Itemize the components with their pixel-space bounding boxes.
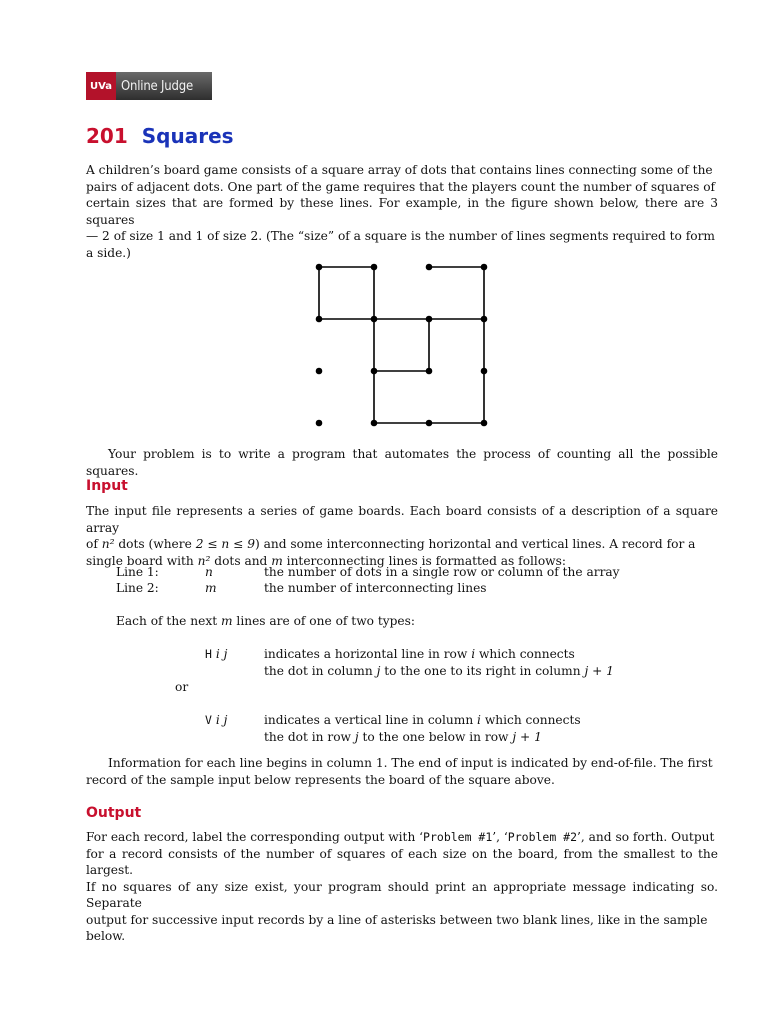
grid-dot (316, 368, 323, 375)
output-line: If no squares of any size exist, your program should print an appropriate message indicating so. Separate (86, 879, 718, 910)
grid-dot (371, 420, 378, 427)
output-line: for a record consists of the number of squares of each size on the board, from the smallest to the largest. (86, 846, 718, 877)
v-desc-line1: indicates a vertical line in column i which connects (264, 713, 581, 727)
input-line: single board with n² dots and m interconnecting lines is formatted as follows: (86, 553, 566, 568)
grid-dot (481, 368, 488, 375)
grid-dot (316, 316, 323, 323)
task-paragraph: Your problem is to write a program that automates the process of counting all the possible squares. (86, 447, 718, 478)
problem-number: 201 (86, 124, 128, 148)
grid-dot (426, 420, 433, 427)
grid-dot (316, 264, 323, 271)
intro-line: a side.) (86, 245, 131, 260)
grid-dot (371, 316, 378, 323)
intro-line: — 2 of size 1 and 1 of size 2. (The “size” of a square is the number of lines segments required to form (86, 229, 715, 243)
line2-label: Line 2: (116, 581, 159, 595)
line2-var: m (205, 581, 217, 595)
grid-dot (316, 420, 323, 427)
grid-dot (481, 420, 488, 427)
input-line: The input file represents a series of game boards. Each board consists of a description of a square array (86, 504, 718, 535)
output-line: For each record, label the corresponding output with ‘Problem #1’, ‘Problem #2’, and so forth. Output (86, 830, 715, 844)
intro-line: pairs of adjacent dots. One part of the game requires that the players count the number of squares of (86, 179, 716, 194)
input-paragraph (86, 503, 718, 569)
grid-dot (481, 264, 488, 271)
grid-dot (426, 264, 433, 271)
h-desc-line2: the dot in column j to the one to its right in column j + 1 (264, 664, 614, 678)
input-line: of n² dots (where 2 ≤ n ≤ 9) and some interconnecting horizontal and vertical lines. A record for a (86, 537, 696, 551)
problem-name: Squares (141, 124, 234, 148)
output-heading: Output (86, 805, 142, 821)
line1-label: Line 1: (116, 565, 159, 579)
v-line-format: V i j (205, 713, 228, 727)
v-desc-line2: the dot in row j to the one below in row j + 1 (264, 730, 542, 744)
grid-dot (426, 316, 433, 323)
grid-dot (371, 368, 378, 375)
info-line: record of the sample input below represents the board of the square above. (86, 772, 555, 787)
line1-desc: the number of dots in a single row or column of the array (264, 565, 620, 579)
intro-line: A children’s board game consists of a square array of dots that contains lines connecting some of the (86, 163, 713, 177)
output-paragraph (86, 829, 718, 945)
input-heading: Input (86, 478, 128, 494)
grid-dot (426, 368, 433, 375)
next-lines-text: Each of the next m lines are of one of two types: (116, 614, 416, 628)
output-line: below. (86, 929, 126, 943)
h-line-format: H i j (205, 647, 228, 661)
intro-line: certain sizes that are formed by these lines. For example, in the figure shown below, there are 3 squares (86, 196, 718, 227)
logo-badge: UVa (86, 72, 116, 100)
logo-text: Online Judge (121, 78, 193, 94)
grid-dot (481, 316, 488, 323)
or-text: or (175, 680, 189, 694)
output-line: output for successive input records by a line of asterisks between two blank lines, like in the sample (86, 912, 708, 927)
line2-desc: the number of interconnecting lines (264, 581, 487, 595)
line1-var: n (205, 565, 213, 579)
h-desc-line1: indicates a horizontal line in row i which connects (264, 647, 575, 661)
info-paragraph (86, 755, 718, 788)
info-line: Information for each line begins in column 1. The end of input is indicated by end-of-file. The first (108, 756, 713, 770)
grid-dot (371, 264, 378, 271)
